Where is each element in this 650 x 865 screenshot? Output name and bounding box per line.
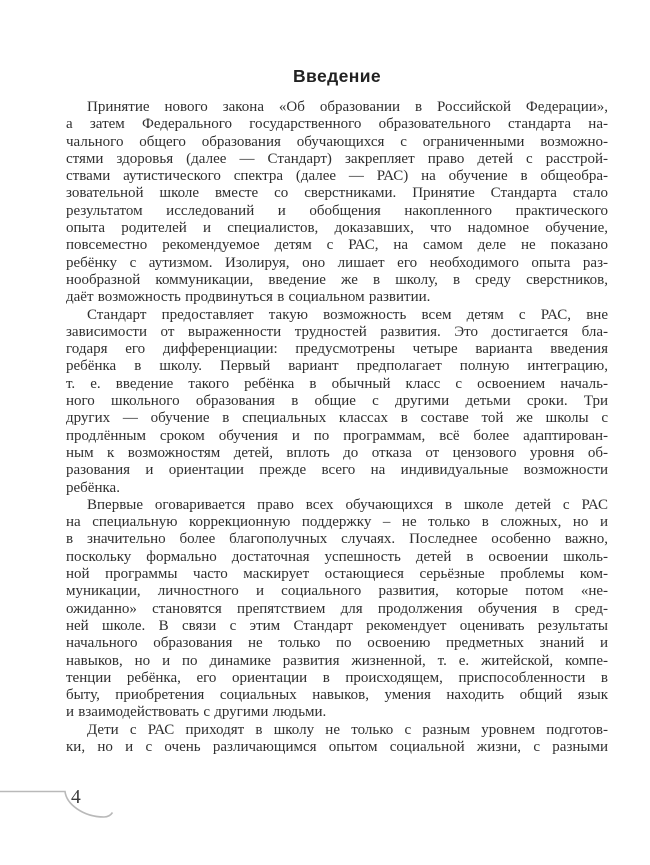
text-line: повсеместно рекомендуемое детям с РАС, на самом деле не показано <box>66 237 608 254</box>
text-line: ствами аутистического спектра (далее — РАС) на обучение в общеобра- <box>66 168 608 185</box>
page-footer <box>0 780 160 840</box>
paragraph <box>66 307 608 497</box>
text-line: Впервые оговаривается право всех обучающихся в школе детей с РАС <box>87 496 608 513</box>
text-line: а затем Федерального государственного образовательного стандарта на- <box>66 116 608 133</box>
text-line: поскольку формально достаточная успешность детей в освоении школь- <box>66 548 608 565</box>
text-line: т. е. введение такого ребёнка в обычный класс с освоением началь- <box>66 375 608 392</box>
text-line: зовательной школе вместе со сверстниками. Принятие Стандарта стало <box>66 185 608 202</box>
paragraph <box>66 722 608 757</box>
page-number: 4 <box>71 787 81 808</box>
text-line: ной программы часто маскирует остающиеся серьёзные проблемы ком- <box>66 566 608 583</box>
text-line: тенции ребёнка, его ориентации в происходящем, приспособленности в <box>66 669 608 686</box>
page-title: Введение <box>293 66 381 86</box>
text-line: ребёнка. <box>66 479 120 496</box>
text-line: чального общего образования обучающихся с ограниченными возможно- <box>66 133 608 150</box>
text-line: разования и ориентации прежде всего на индивидуальные возможности <box>66 462 608 479</box>
text-line: начального образования не только по освоению предметных знаний и <box>66 635 608 652</box>
text-line: навыков, но и по динамике развития жизненной, т. е. житейской, компе- <box>66 652 608 669</box>
text-line: ожиданно» становятся препятствием для продолжения обучения в сред- <box>66 600 608 617</box>
text-line: муникации, личностного и социального развития, которые потом «не- <box>66 583 608 600</box>
text-line: других — обучение в специальных классах в составе той же школы с <box>66 410 608 427</box>
text-line: результатом исследований и обобщения накопленного практического <box>66 202 608 219</box>
text-line: Стандарт предоставляет такую возможность всем детям с РАС, вне <box>87 306 608 323</box>
text-line: Принятие нового закона «Об образовании в Российской Федерации», <box>87 99 608 115</box>
text-line: на специальную коррекционную поддержку – не только в сложных, но и <box>66 514 608 531</box>
text-line: ребёнка в школу. Первый вариант предполагает полную интеграцию, <box>66 358 608 375</box>
text-line: зависимости от выраженности трудностей развития. Это достигается бла- <box>66 323 608 340</box>
text-line: и взаимодействовать с другими людьми. <box>66 704 327 721</box>
text-line: опыта родителей и специалистов, доказавших, что надомное обучение, <box>66 220 608 237</box>
text-line: Дети с РАС приходят в школу не только с разным уровнем подготов- <box>87 721 608 738</box>
text-line: даёт возможность продвинуться в социальном развитии. <box>66 289 431 306</box>
paragraph <box>66 497 608 722</box>
text-line: нообразной коммуникации, введение же в школу, в среду сверстников, <box>66 271 608 288</box>
text-line: стями здоровья (далее — Стандарт) закрепляет право детей с расстрой- <box>66 150 608 167</box>
body-text <box>66 99 608 756</box>
text-line: в значительно более благополучных случаях. Последнее особенно важно, <box>66 531 608 548</box>
paragraph <box>66 99 608 307</box>
text-line: ребёнку с аутизмом. Изолируя, оно лишает его необходимого опыта раз- <box>66 254 608 271</box>
text-line: продлённым сроком обучения и по программам, всё более адаптирован- <box>66 427 608 444</box>
text-line: ного школьного образования в общие с другими детьми сроки. Три <box>66 393 608 410</box>
text-line: ным к возможностям детей, вплоть до отказа от цензового уровня об- <box>66 444 608 461</box>
text-line: быту, приобретения социальных навыков, умения находить общий язык <box>66 687 608 704</box>
text-line: годаря его дифференциации: предусмотрены четыре варианта введения <box>66 341 608 358</box>
text-line: ки, но и с очень различающимся опытом социальной жизни, с разными <box>66 738 608 755</box>
text-line: ней школе. В связи с этим Стандарт рекомендует оценивать результаты <box>66 617 608 634</box>
